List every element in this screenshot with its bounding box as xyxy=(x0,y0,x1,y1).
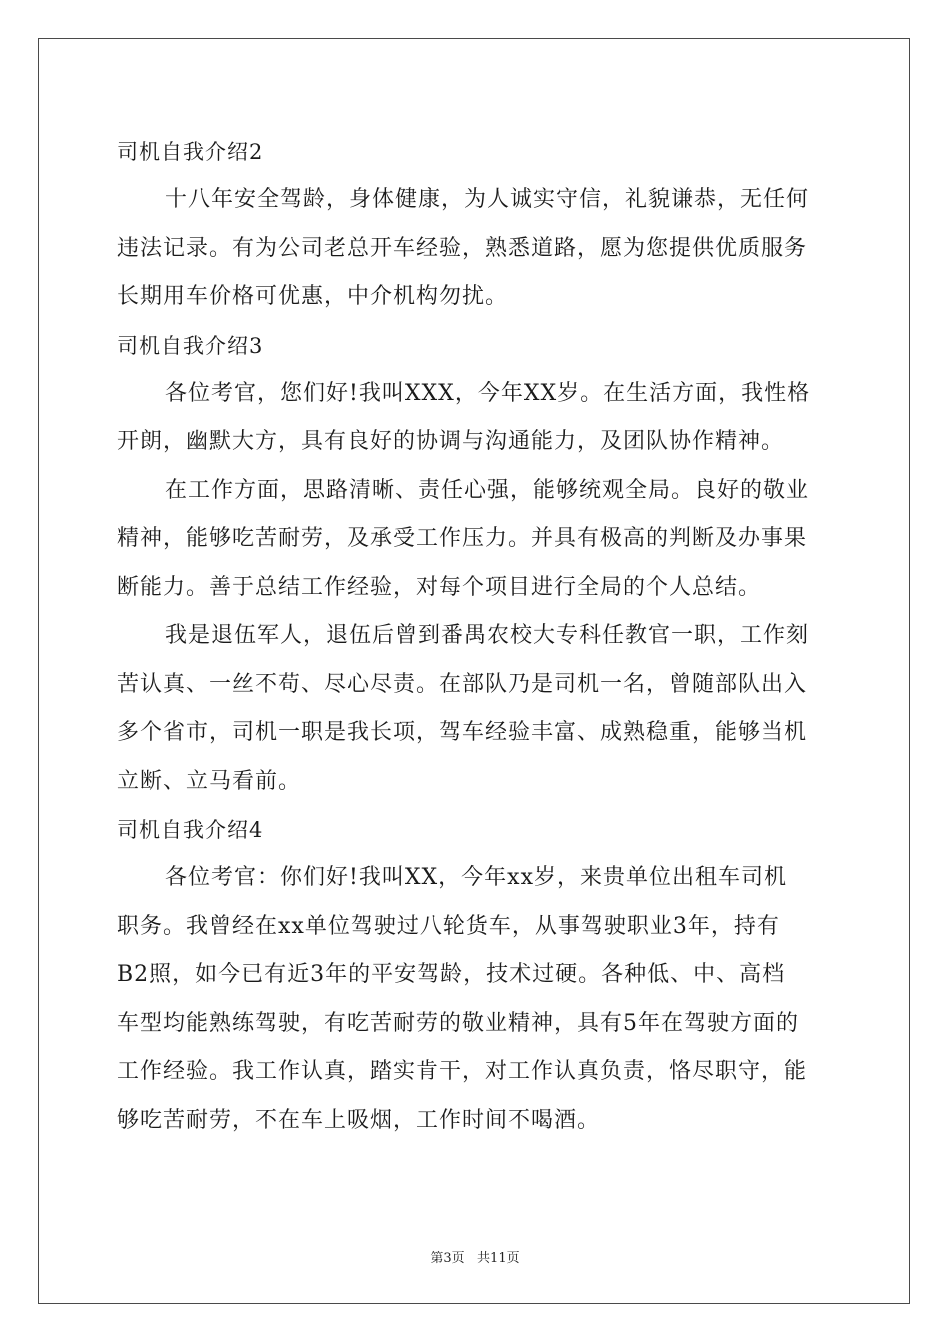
paragraph xyxy=(117,467,837,613)
page-footer: 第3页 共11页 xyxy=(430,1251,520,1266)
paragraph-line: 工作经验。我工作认真，踏实肯干，对工作认真负责，恪尽职守，能 xyxy=(117,1059,808,1084)
paragraph-line: 够吃苦耐劳，不在车上吸烟，工作时间不喝酒。 xyxy=(117,1107,601,1133)
paragraph-line: 十八年安全驾龄，身体健康，为人诚实守信，礼貌谦恭，无任何 xyxy=(165,187,810,212)
paragraph xyxy=(117,854,837,1145)
paragraph-line: 车型均能熟练驾驶，有吃苦耐劳的敬业精神，具有5年在驾驶方面的 xyxy=(117,1010,799,1036)
paragraph-line: 长期用车价格可优惠，中介机构勿扰。 xyxy=(117,284,509,309)
paragraph xyxy=(117,176,837,322)
paragraph-line: 在工作方面，思路清晰、责任心强，能够统观全局。良好的敬业 xyxy=(165,477,810,503)
paragraph-line: 各位考官，您们好!我叫XXX，今年XX岁。在生活方面，我性格 xyxy=(165,380,811,406)
paragraph-line: 立断、立马看前。 xyxy=(117,768,302,794)
paragraph-line: 违法记录。有为公司老总开车经验，熟悉道路，愿为您提供优质服务 xyxy=(117,235,808,261)
paragraph-line: 各位考官：你们好!我叫XX，今年xx岁，来贵单位出租车司机 xyxy=(165,865,787,890)
section-heading: 司机自我介绍3 xyxy=(117,333,264,358)
section-heading: 司机自我介绍2 xyxy=(117,140,264,164)
paragraph-line: 断能力。善于总结工作经验，对每个项目进行全局的个人总结。 xyxy=(117,574,762,600)
paragraph-line: 苦认真、一丝不苟、尽心尽责。在部队乃是司机一名，曾随部队出入 xyxy=(117,671,808,697)
paragraph xyxy=(117,370,837,467)
paragraph-line: 职务。我曾经在xx单位驾驶过八轮货车，从事驾驶职业3年，持有 xyxy=(117,913,780,939)
paragraph-line: B2照，如今已有近3年的平安驾龄，技术过硬。各种低、中、高档 xyxy=(117,962,786,987)
paragraph-line: 开朗，幽默大方，具有良好的协调与沟通能力，及团队协作精神。 xyxy=(117,429,785,454)
paragraph-line: 我是退伍军人，退伍后曾到番禺农校大专科任教官一职，工作刻 xyxy=(165,623,810,648)
paragraph-line: 精神，能够吃苦耐劳，及承受工作压力。并具有极高的判断及办事果 xyxy=(117,526,808,551)
document-body xyxy=(117,128,837,1145)
paragraph xyxy=(117,612,837,806)
section-heading: 司机自我介绍4 xyxy=(117,818,264,842)
paragraph-line: 多个省市，司机一职是我长项，驾车经验丰富、成熟稳重，能够当机 xyxy=(117,720,808,745)
